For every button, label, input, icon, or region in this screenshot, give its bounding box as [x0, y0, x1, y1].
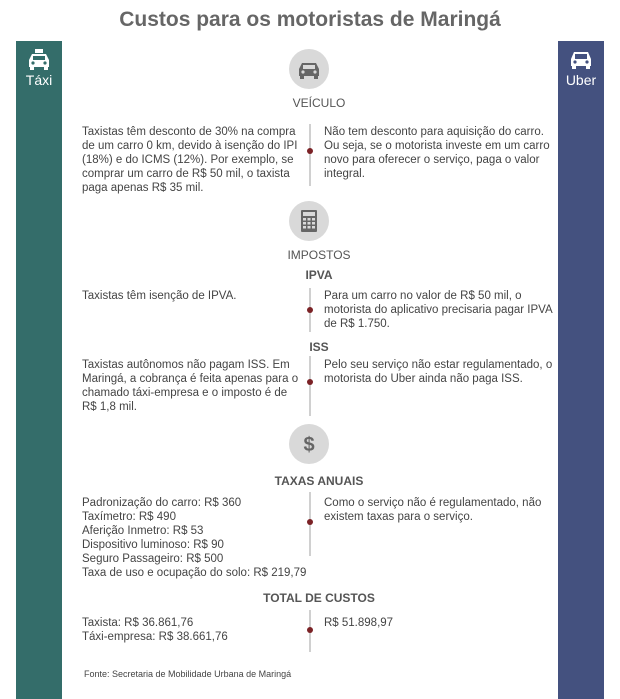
page-title: Custos para os motoristas de Maringá [119, 8, 501, 31]
annual-fees-heading: TAXAS ANUAIS [274, 474, 364, 488]
divider-dot [307, 379, 313, 385]
total-taxi-list [82, 616, 304, 644]
list-item: Táxi-empresa: R$ 38.661,76 [82, 631, 228, 643]
calculator-icon [289, 201, 329, 241]
total-uber-text: R$ 51.898,97 [324, 617, 394, 629]
uber-label: Uber [565, 72, 597, 88]
ipva-label: IPVA [305, 268, 333, 282]
vehicle-icon [289, 49, 329, 89]
list-item: Taxa de uso e ocupação do solo: R$ 219,79 [82, 567, 307, 579]
list-item: Taxímetro: R$ 490 [82, 511, 176, 523]
vehicle-taxi-text: Taxistas têm desconto de 30% na compra de um carro 0 km, devido à isenção do IPI (18%) e do ICMS (12%). Por exemplo, se comprar um carro de R$ 50 mil, o taxista paga apenas R$ 35 mil. [82, 126, 298, 194]
svg-text:$: $ [303, 434, 315, 456]
list-item: Dispositivo luminoso: R$ 90 [82, 539, 224, 551]
divider-line [309, 124, 311, 186]
annual-fees-uber-text: Como o serviço não é regulamentado, não existem taxas para o serviço. [324, 497, 542, 523]
list-item: Aferição Inmetro: R$ 53 [82, 525, 204, 537]
vehicle-heading: VEÍCULO [292, 96, 346, 110]
iss-label: ISS [309, 340, 329, 354]
list-item: Padronização do carro: R$ 360 [82, 497, 242, 509]
taxes-heading: IMPOSTOS [287, 248, 351, 262]
divider-dot [307, 307, 313, 313]
taxi-sidebar [16, 41, 62, 699]
divider-line [309, 356, 311, 416]
dollar-icon [289, 424, 329, 464]
vehicle-uber-text: Não tem desconto para aquisição do carro. Ou seja, se o motorista investe em um carro novo para oferecer o serviço, paga o valor integral. [324, 126, 550, 180]
annual-fees-taxi-list [82, 496, 322, 580]
list-item: Taxista: R$ 36.861,76 [82, 617, 194, 629]
divider-dot [307, 148, 313, 154]
source-note: Fonte: Secretaria de Mobilidade Urbana de Maringá [84, 669, 292, 679]
ipva-uber-text: Para um carro no valor de R$ 50 mil, o motorista do aplicativo precisaria pagar IPVA de R$ 1.750. [324, 290, 552, 330]
ipva-taxi-text: Taxistas têm isenção de IPVA. [82, 290, 237, 302]
divider-dot [307, 627, 313, 633]
uber-sidebar [558, 41, 604, 699]
total-costs-heading: TOTAL DE CUSTOS [263, 591, 375, 605]
car-icon [569, 49, 593, 71]
iss-taxi-text: Taxistas autônomos não pagam ISS. Em Maringá, a cobrança é feita apenas para o chamado táxi-empresa e o imposto é de R$ 1,8 mil. [82, 359, 299, 413]
iss-uber-text: Pelo seu serviço não estar regulamentado, o motorista do Uber ainda não paga ISS. [324, 359, 553, 385]
list-item: Seguro Passageiro: R$ 500 [82, 553, 224, 565]
taxi-car-icon [27, 49, 51, 71]
taxi-label: Táxi [25, 72, 53, 88]
